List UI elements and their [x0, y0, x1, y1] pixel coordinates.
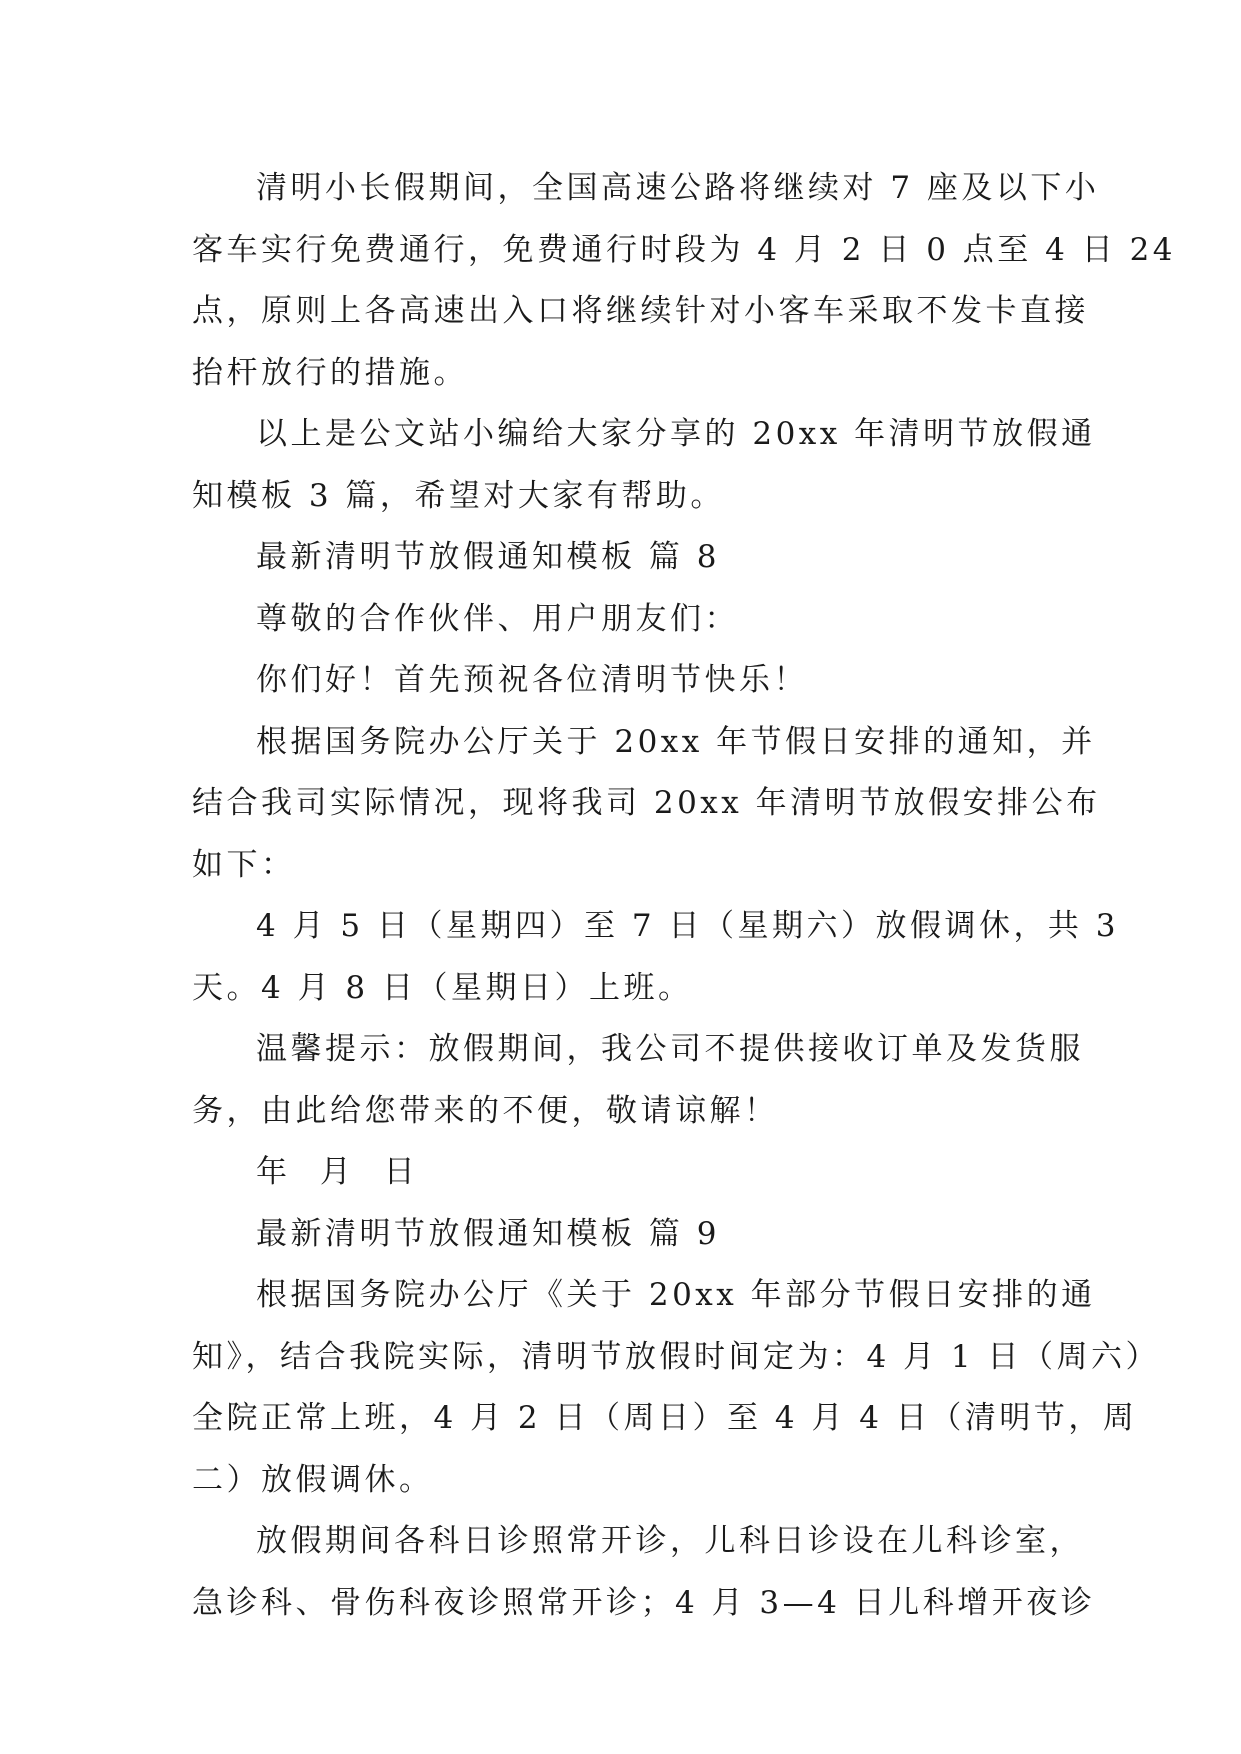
salutation-line: 尊敬的合作伙伴、用户朋友们：: [256, 600, 739, 637]
paragraph-line: 根据国务院办公厅关于 20xx 年节假日安排的通知，并: [256, 723, 1096, 760]
paragraph-line: 点，原则上各高速出入口将继续针对小客车采取不发卡直接: [192, 293, 1089, 329]
paragraph-line: 急诊科、骨伤科夜诊照常开诊；4 月 3—4 日儿科增开夜诊: [192, 1584, 1096, 1621]
paragraph-line: 客车实行免费通行，免费通行时段为 4 月 2 日 0 点至 4 日 24: [192, 231, 1177, 268]
paragraph-line: 抬杆放行的措施。: [192, 354, 468, 391]
paragraph-line: 4 月 5 日（星期四）至 7 日（星期六）放假调休，共 3: [256, 908, 1120, 944]
paragraph-line: 如下：: [192, 846, 296, 883]
greeting-line: 你们好！首先预祝各位清明节快乐！: [256, 662, 808, 698]
paragraph-line: 二）放假调休。: [192, 1461, 434, 1498]
paragraph-line: 温馨提示：放假期间，我公司不提供接收订单及发货服: [256, 1031, 1084, 1067]
section-heading-8: 最新清明节放假通知模板 篇 8: [256, 539, 720, 575]
paragraph-line: 根据国务院办公厅《关于 20xx 年部分节假日安排的通: [256, 1277, 1096, 1313]
date-line: 年 月 日: [256, 1154, 419, 1190]
section-heading-9: 最新清明节放假通知模板 篇 9: [256, 1215, 720, 1252]
document-body: [192, 158, 1177, 1634]
paragraph-line: 结合我司实际情况，现将我司 20xx 年清明节放假安排公布: [192, 785, 1101, 821]
paragraph-line: 以上是公文站小编给大家分享的 20xx 年清明节放假通: [256, 416, 1096, 452]
paragraph-line: 知》，结合我院实际，清明节放假时间定为：4 月 1 日（周六）: [192, 1338, 1161, 1375]
paragraph-line: 全院正常上班，4 月 2 日（周日）至 4 月 4 日（清明节，周: [192, 1400, 1138, 1436]
paragraph-line: 清明小长假期间，全国高速公路将继续对 7 座及以下小: [256, 170, 1100, 206]
paragraph-line: 放假期间各科日诊照常开诊，儿科日诊设在儿科诊室，: [256, 1523, 1084, 1559]
paragraph-line: 天。4 月 8 日（星期日）上班。: [192, 969, 693, 1006]
paragraph-line: 务，由此给您带来的不便，敬请谅解！: [192, 1092, 779, 1129]
paragraph-line: 知模板 3 篇，希望对大家有帮助。: [192, 477, 725, 514]
